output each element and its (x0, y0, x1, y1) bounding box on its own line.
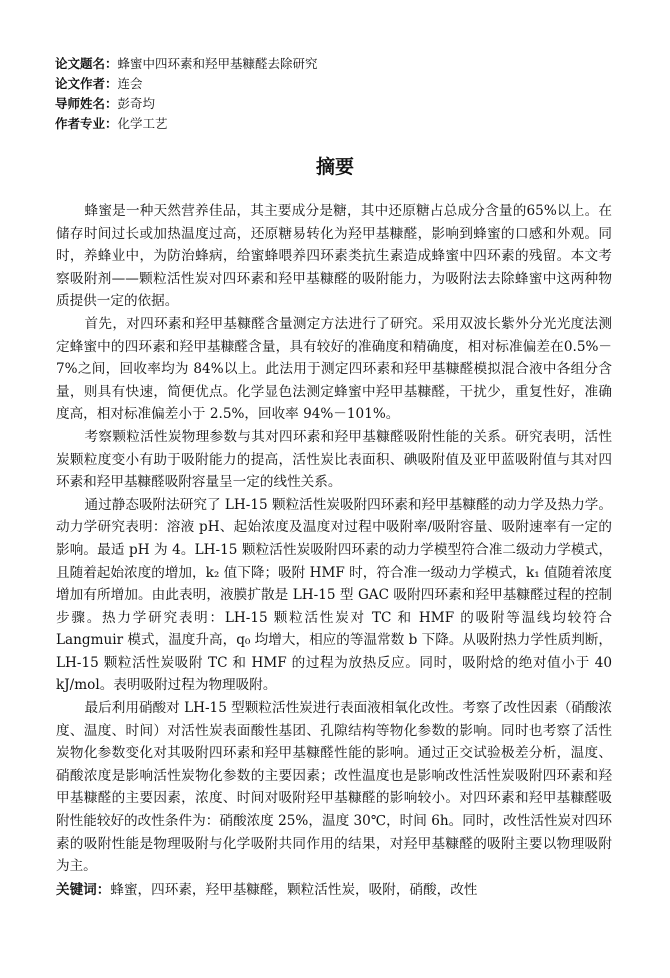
major-label: 作者专业： (55, 116, 118, 131)
keywords-label: 关键词： (56, 882, 111, 898)
thesis-title-row (55, 54, 318, 74)
advisor-row (55, 94, 318, 114)
abstract-paragraph-5: 最后利用硝酸对 LH-15 型颗粒活性炭进行表面液相氧化改性。考察了改性因素（硝酸浓度、温度、时间）对活性炭表面酸性基团、孔隙结构等物化参数的影响。同时也考察了活性炭物化参数变化对其吸附四环素和羟甲基糠醛性能的影响。通过正交试验极差分析，温度、硝酸浓度是影响活性炭物化参数的主要因素；改性温度也是影响改性活性炭吸附四环素和羟甲基糠醛的主要因素，浓度、时间对吸附羟甲基糠醛的影响较小。对四环素和羟甲基糠醛吸附性能较好的改性条件为：硝酸浓度 25%，温度 30℃，时间 6h。同时，改性活性炭对四环素的吸附性能是物理吸附与化学吸附共同作用的结果，对羟甲基糠醛的吸附主要以物理吸附为主。 (56, 700, 612, 875)
abstract-paragraph-2: 首先，对四环素和羟甲基糠醛含量测定方法进行了研究。采用双波长紫外分光光度法测定蜂蜜中的四环素和羟甲基糠醛含量，具有较好的准确度和精确度，相对标准偏差在0.5%－7%之间，回收率均为 84%以上。此法用于测定四环素和羟甲基糠醛模拟混合液中各组分含量，则具有快速，简便优点。化学显色法测定蜂蜜中羟甲基糠醛，干扰少，重复性好，准确度高，相对标准偏差小于 2.5%，回收率 94%－101%。 (56, 315, 612, 423)
advisor-name: 彭奇均 (117, 96, 156, 111)
abstract-heading: 摘要 (315, 156, 354, 178)
keywords-line (56, 878, 477, 898)
advisor-label: 导师姓名： (55, 96, 118, 111)
abstract-paragraph-4: 通过静态吸附法研究了 LH-15 颗粒活性炭吸附四环素和羟甲基糠醛的动力学及热力学。动力学研究表明：溶液 pH、起始浓度及温度对过程中吸附率/吸附容量、吸附速率有一定的影响。最适 pH 为 4。LH-15 颗粒活性炭吸附四环素的动力学模型符合准二级动力学模式，且随着起始浓度的增加，k₂ 值下降；吸附 HMF 时，符合准一级动力学模式，k₁ 值随着浓度增加有所增加。由此表明，液膜扩散是 LH-15 型 GAC 吸附四环素和羟甲基糠醛过程的控制步骤。热力学研究表明：LH-15 颗粒活性炭对 TC 和 HMF 的吸附等温线均较符合 Langmuir 模式，温度升高，q₀ 均增大，相应的等温常数 b 下降。从吸附热力学性质判断，LH-15 颗粒活性炭吸附 TC 和 HMF 的过程为放热反应。同时，吸附焓的绝对值小于 40 kJ/mol。表明吸附过程为物理吸附。 (56, 496, 612, 694)
author-name: 连会 (117, 76, 143, 91)
abstract-body (56, 200, 612, 878)
thesis-metadata (55, 54, 318, 134)
thesis-title: 蜂蜜中四环素和羟甲基糠醛去除研究 (117, 56, 318, 71)
author-row (55, 74, 318, 94)
major-row (55, 114, 318, 134)
keywords-list: 蜂蜜，四环素，羟甲基糠醛，颗粒活性炭，吸附，硝酸，改性 (110, 882, 478, 898)
abstract-paragraph-3: 考察颗粒活性炭物理参数与其对四环素和羟甲基糠醛吸附性能的关系。研究表明，活性炭颗粒度变小有助于吸附能力的提高，活性炭比表面积、碘吸附值及亚甲蓝吸附值与其对四环素和羟甲基糠醛吸附容量呈一定的线性关系。 (56, 428, 612, 491)
abstract-paragraph-1: 蜂蜜是一种天然营养佳品，其主要成分是糖，其中还原糖占总成分含量的65%以上。在储存时间过长或加热温度过高，还原糖易转化为羟甲基糠醛，影响到蜂蜜的口感和外观。同时，养蜂业中，为防治蜂病，给蜜蜂喂养四环素类抗生素造成蜂蜜中四环素的残留。本文考察吸附剂——颗粒活性炭对四环素和羟甲基糠醛的吸附能力，为吸附法去除蜂蜜中这两种物质提供一定的依据。 (56, 203, 612, 310)
author-label: 论文作者： (55, 76, 118, 91)
major-name: 化学工艺 (117, 116, 168, 131)
thesis-title-label: 论文题名： (55, 56, 118, 71)
